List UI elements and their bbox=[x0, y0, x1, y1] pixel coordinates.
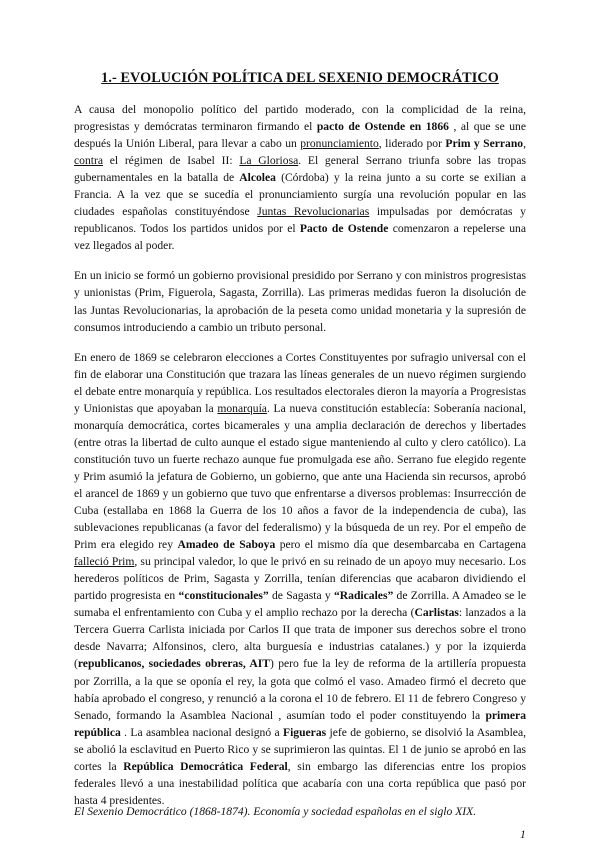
bold-text: Pacto de Ostende bbox=[299, 222, 389, 236]
underlined-text: monarquía bbox=[217, 401, 267, 415]
text-run: , al que se une después la Unión Liberal, para llevar a cabo un bbox=[74, 120, 526, 151]
underlined-text: Juntas Revolucionarias bbox=[257, 205, 370, 219]
text-run: . La asamblea nacional designó a bbox=[120, 725, 283, 739]
document-body bbox=[74, 101, 526, 809]
bold-text: “Radicales” bbox=[334, 589, 394, 603]
bold-text: “constitucionales” bbox=[178, 589, 269, 603]
bold-text: República Democrática Federal bbox=[123, 759, 288, 773]
underlined-text: falleció Prim bbox=[74, 555, 135, 569]
text-run: impulsadas por demócratas y republicanos. Todos los partidos unidos por el bbox=[74, 205, 526, 236]
bold-text: Prim y Serrano bbox=[445, 137, 524, 151]
text-run: En enero de 1869 se celebraron elecciones a Cortes Constituyentes por sufragio universal con el fin de elaborar una Constitución que trazara las líneas generales de un nuevo régimen surgiendo el debate entre monarquía y república. Los resultados electorales dieron la mayoría a Progresistas y Unionistas que apoyaban la bbox=[74, 350, 526, 415]
bold-text: pacto de Ostende en 1866 bbox=[316, 120, 449, 134]
bold-text: republicanos, sociedades obreras, AIT bbox=[77, 657, 271, 671]
text-run: el régimen de Isabel II: bbox=[102, 154, 240, 168]
text-run: , bbox=[523, 137, 526, 151]
text-run: comenzaron a repelerse una vez llegados al poder. bbox=[74, 222, 527, 253]
bold-text: primera república bbox=[74, 708, 526, 739]
paragraph bbox=[74, 101, 526, 254]
bold-text: Figueras bbox=[282, 725, 327, 739]
document-page bbox=[74, 70, 526, 809]
text-run: (Córdoba) y la reina junto a su corte se exilian a Francia. A la vez que se sucedía el pronunciamiento surgía una revolución popular en las ciudades españolas constituyéndose bbox=[74, 171, 526, 219]
text-run: , sin embargo las diferencias entre los propios federales llevó a una inestabilidad política que acabaría con una corta república que pasó por hasta 4 presidentes. bbox=[74, 759, 526, 807]
text-run: : lanzados a la Tercera Guerra Carlista iniciada por Carlos II que trata de imponer sus derechos sobre el trono desde Navarra; Alfonsinos, clero, alta burguesía e industrias catalanes.) y por la izquierda ( bbox=[74, 606, 526, 671]
bold-text: Carlistas bbox=[414, 606, 459, 620]
underlined-text: pronunciamiento bbox=[300, 137, 379, 151]
text-run: . El general Serrano triunfa sobre las tropas gubernamentales en la batalla de bbox=[74, 154, 527, 185]
underlined-text: La Gloriosa bbox=[239, 154, 299, 168]
text-run: ) pero fue la ley de reforma de la artillería propuesta por Zorrilla, a la que se oponía el rey, la gota que colmó el vaso. Amadeo firmó el decreto que había aprobado el congreso, y renunció a la corona el 10 de febrero. El 11 de febrero Congreso y Senado, formando la Asamblea Nacional , asumían todo el poder constituyendo la bbox=[74, 657, 527, 722]
document-title: 1.- EVOLUCIÓN POLÍTICA DEL SEXENIO DEMOCRÁTICO bbox=[101, 70, 499, 86]
footer-caption: El Sexenio Democrático (1868-1874). Economía y sociedad españolas en el siglo XIX. bbox=[74, 805, 477, 818]
bold-text: Amadeo de Saboya bbox=[177, 538, 276, 552]
text-run: pero el mismo día que desembarcaba en Cartagena bbox=[275, 538, 526, 552]
text-run: . La nueva constitución establecía: Soberanía nacional, monarquía democrática, cortes bicamerales y una amplia declaración de derechos y libertades (entre otras la libertad de culto aunque el estado sigue manteniendo al culto y clero católico). La constitución tuvo un fuerte rechazo aunque fue promulgada ese año. Serrano fue elegido regente y Prim asumió la jefatura de Gobierno, un gobierno, que ante una Hacienda sin recursos, aprobó el arancel de 1869 y un gobierno que tuvo que enfrentarse a diversos problemas: Insurrección de Cuba (estallaba en 1868 la Guerra de los 10 años a favor de la independencia de cuba), las sublevaciones republicanas (a favor del federalismo) y la búsqueda de un rey. Por el empeño de Prim era elegido rey bbox=[74, 401, 526, 552]
paragraph bbox=[74, 349, 526, 809]
underlined-text: contra bbox=[74, 154, 103, 168]
page-number: 1 bbox=[520, 828, 526, 841]
text-run: , su principal valedor, lo que le privó en su reinado de un apoyo muy necesario. Los herederos políticos de Prim, Sagasta y Zorrilla, tenían diferencias que acabaron dividiendo el partido progresista en bbox=[74, 555, 526, 603]
text-run: , liderado por bbox=[378, 137, 446, 151]
text-run: jefe de gobierno, se disolvió la Asamblea, se abolió la esclavitud en Puerto Rico y se suprimieron las quintas. El 1 de junio se aprobó en las cortes la bbox=[74, 725, 526, 773]
text-run: de Zorrilla. A Amadeo se le sumaba el enfrentamiento con Cuba y el amplio rechazo por la derecha ( bbox=[74, 589, 526, 620]
text-run: A causa del monopolio político del partido moderado, con la complicidad de la reina, progresistas y demócratas terminaron firmando el bbox=[74, 103, 526, 134]
text-run: En un inicio se formó un gobierno provisional presidido por Serrano y con ministros progresistas y unionistas (Prim, Figuerola, Sagasta, Zorrilla). Las primeras medidas fueron la disolución de las Juntas Revolucionarias, la aprobación de la peseta como unidad monetaria y la supresión de consumos introduciendo a cambio un tributo personal. bbox=[74, 269, 526, 334]
bold-text: Alcolea bbox=[239, 171, 276, 185]
text-run: de Sagasta y bbox=[268, 589, 334, 603]
paragraph bbox=[74, 267, 526, 335]
